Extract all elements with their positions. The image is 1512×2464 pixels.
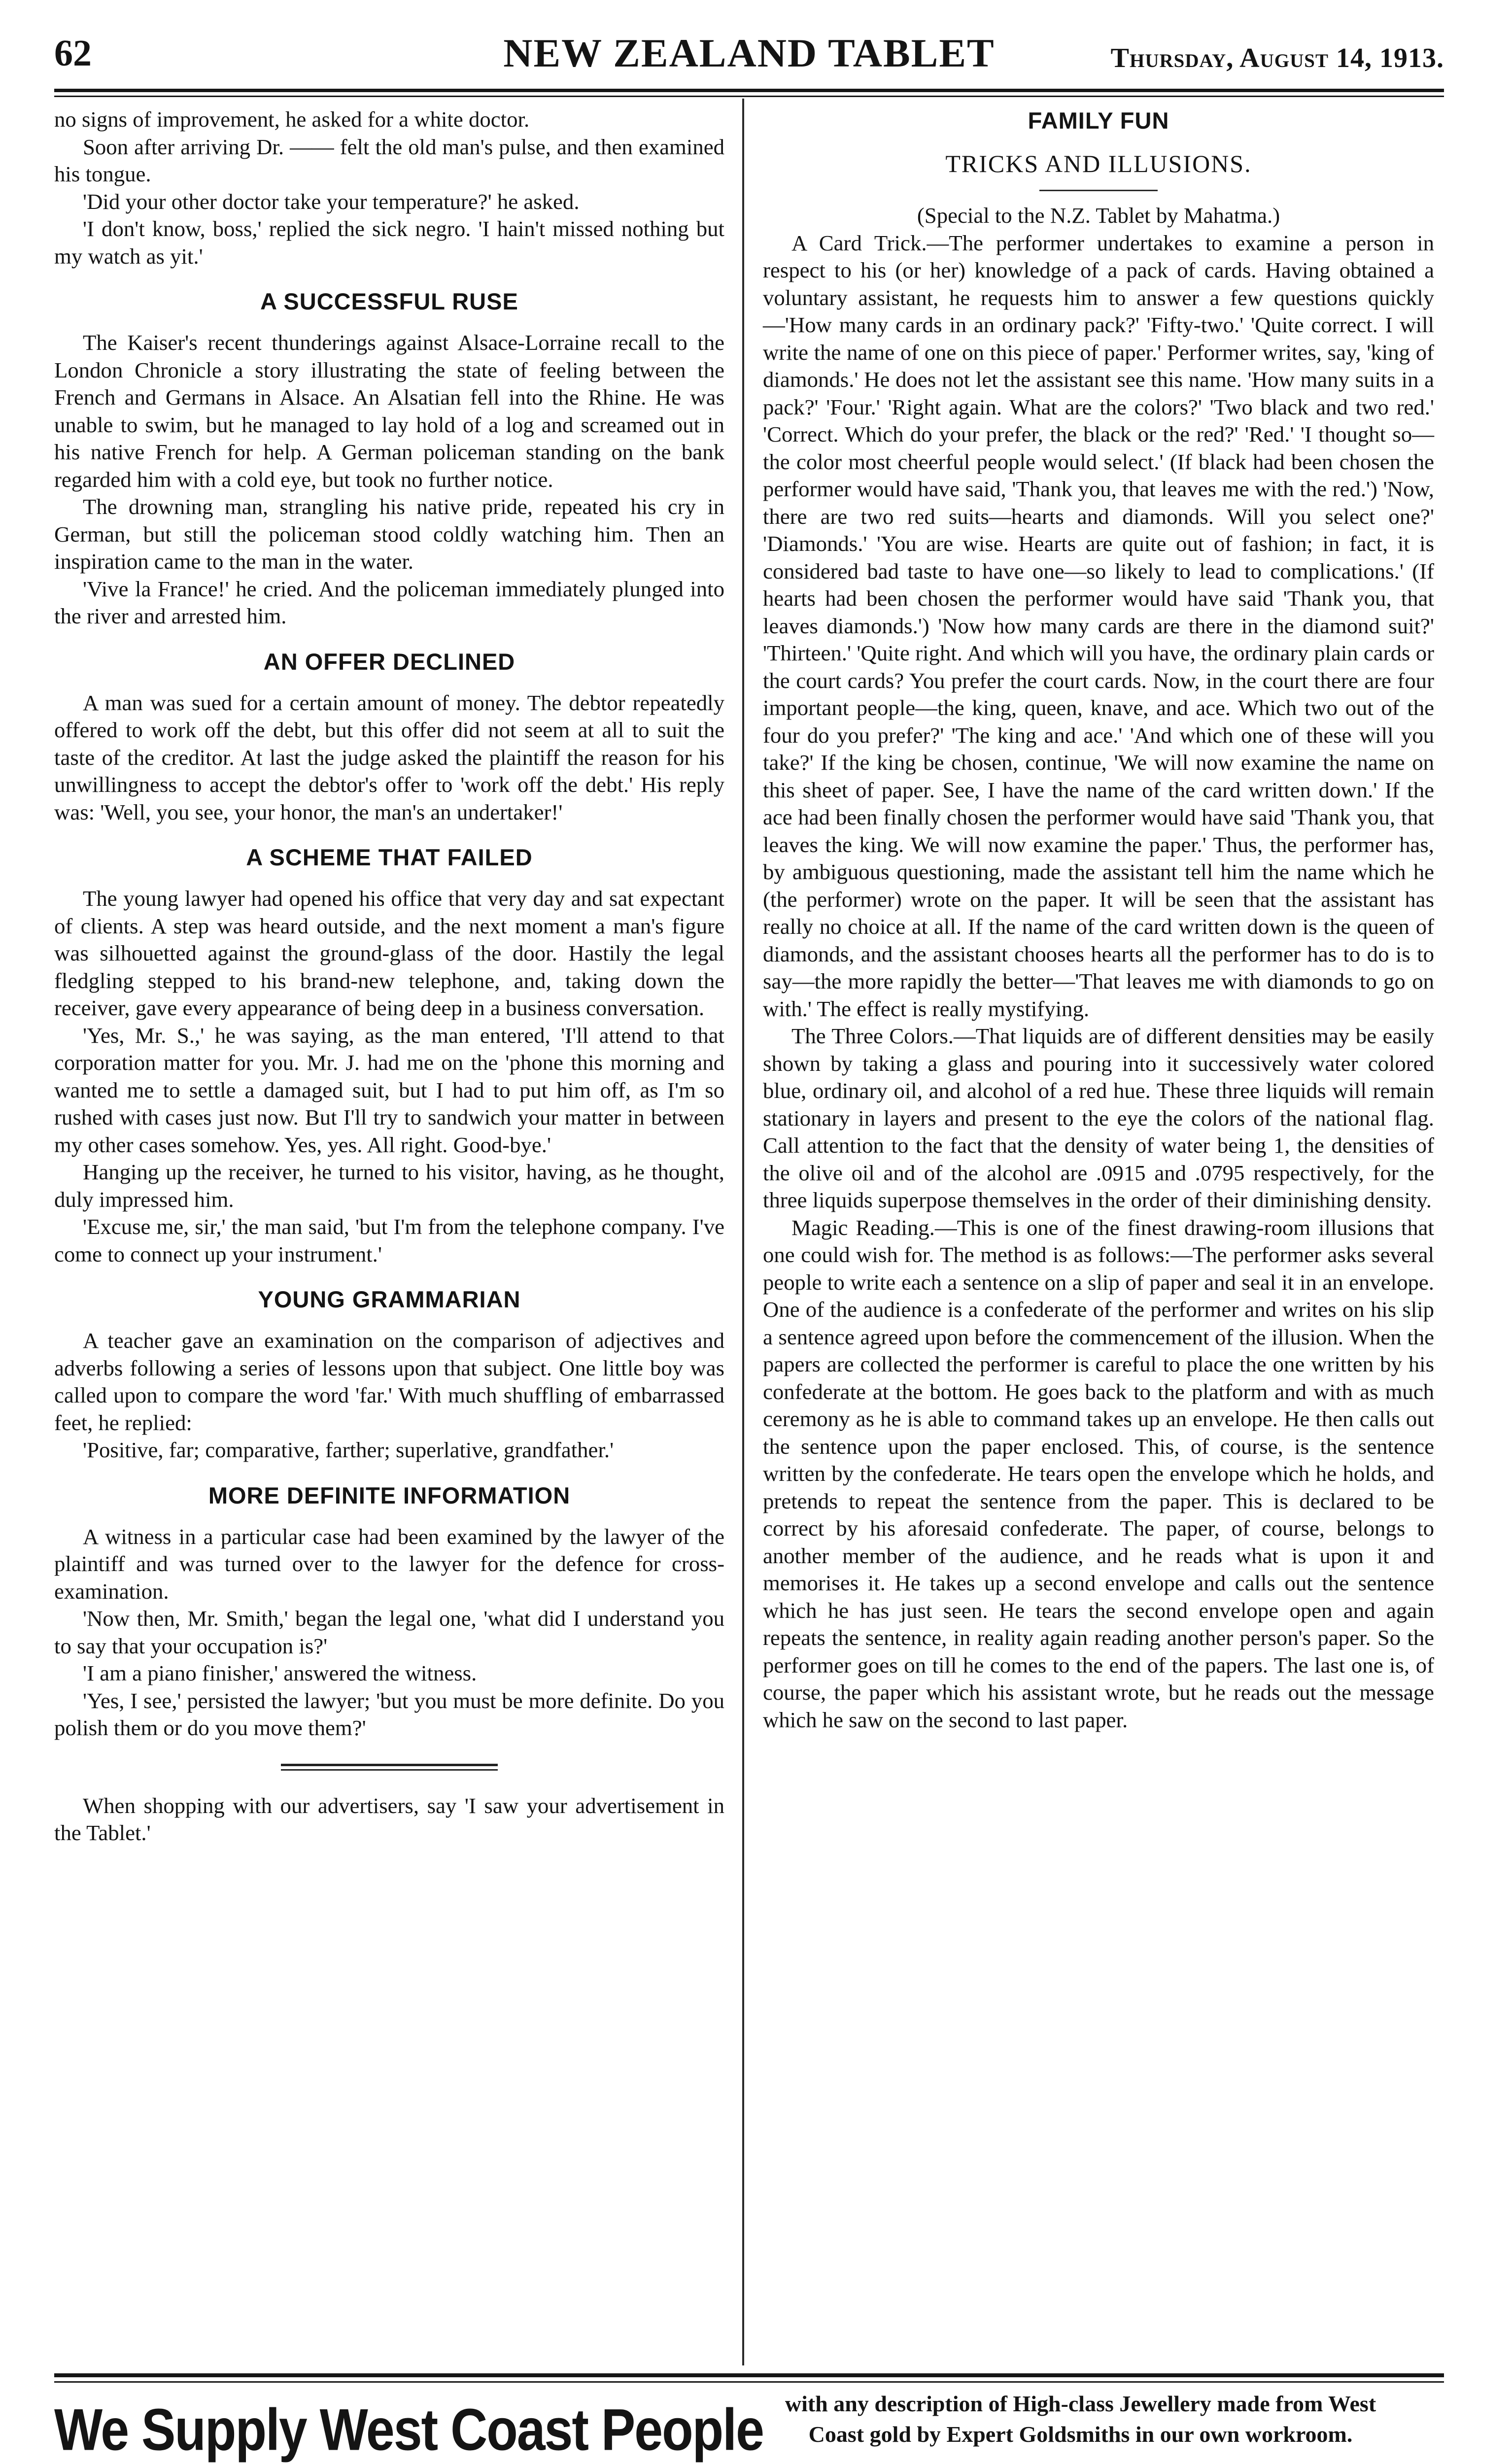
advert-description <box>717 2389 1444 2450</box>
page-number: 62 <box>54 33 92 74</box>
issue-date: Thursday, August 14, 1913. <box>1110 43 1444 73</box>
section-subheading: TRICKS AND ILLUSIONS. <box>945 150 1252 177</box>
advert-rule <box>54 2373 1444 2377</box>
article-paragraph: The drowning man, strangling his native pride, repeated his cry in German, but still the policeman stood coldly watching him. Then an inspiration came to the man in the water. <box>54 494 724 574</box>
article-heading-offer-declined: AN OFFER DECLINED <box>263 648 515 675</box>
masthead <box>54 29 1444 83</box>
article-paragraph: 'Yes, Mr. S.,' he was saying, as the man entered, 'I'll attend to that corporation matter for you. Mr. J. had me on the 'phone this morning and wanted me to settle a damaged suit, but I had to put him off, as I'm so rushed with cases just now. But I'll try to sandwich your matter in between my other cases somehow. Yes, yes. All right. Good-bye.' <box>54 1023 724 1157</box>
publication-title: NEW ZEALAND TABLET <box>503 31 995 75</box>
advert-rule-thin <box>54 2381 1444 2383</box>
article-heading-more-definite: MORE DEFINITE INFORMATION <box>208 1482 571 1508</box>
section-divider <box>281 1764 498 1771</box>
intro-paragraph: no signs of improvement, he asked for a white doctor. <box>54 107 530 132</box>
article-heading-scheme-failed: A SCHEME THAT FAILED <box>246 844 533 870</box>
article-paragraph: The Kaiser's recent thunderings against Alsace-Lorraine recall to the London Chronicle a story illustrating the state of feeling between the French and Germans in Alsace. An Alsatian fell into the Rhine. He was unable to swim, but he managed to lay hold of a log and screamed out in his native French for help. A German policeman standing on the bank regarded him with a cold eye, but took no further notice. <box>54 330 724 492</box>
article-paragraph-three-colors: The Three Colors.—That liquids are of different densities may be easily shown by taking a glass and pouring into it successively water colored blue, ordinary oil, and alcohol of a red hue. These three liquids will remain stationary in layers and present to the eye the colors of the national flag. Call attention to the fact that the density of water being 1, the densities of the olive oil and of the alcohol are .0915 and .0795 respectively, for the three liquids superpose themselves in the order of their diminishing density. <box>763 1024 1434 1212</box>
subheading-rule <box>1039 190 1158 191</box>
advertisers-note: When shopping with our advertisers, say 'I saw your advertisement in the Tablet.' <box>54 1793 724 1845</box>
left-column <box>54 106 724 1847</box>
masthead-rule-thin <box>54 96 1444 97</box>
masthead-rule <box>54 89 1444 92</box>
article-heading-young-grammarian: YOUNG GRAMMARIAN <box>258 1286 521 1312</box>
article-paragraph: A witness in a particular case had been examined by the lawyer of the plaintiff and was turned over to the lawyer for the defence for cross-examination. <box>54 1524 724 1604</box>
column-divider <box>742 99 744 2365</box>
section-heading-family-fun: FAMILY FUN <box>1028 107 1169 134</box>
article-paragraph: 'Vive la France!' he cried. And the policeman immediately plunged into the river and arrested him. <box>54 576 724 628</box>
intro-paragraph: Soon after arriving Dr. —— felt the old man's pulse, and then examined his tongue. <box>54 134 724 186</box>
advert-description-line: with any description of High-class Jewellery made from West <box>785 2391 1376 2416</box>
article-paragraph: 'Now then, Mr. Smith,' began the legal one, 'what did I understand you to say that your occupation is?' <box>54 1606 724 1658</box>
article-paragraph: 'Yes, I see,' persisted the lawyer; 'but you must be more definite. Do you polish them or do you move them?' <box>54 1688 724 1740</box>
jeweller-advert <box>54 2388 1444 2464</box>
article-paragraph-magic-reading: Magic Reading.—This is one of the finest drawing-room illusions that one could wish for. The method is as follows:—The performer asks several people to write each a sentence on a slip of paper and seal it in an envelope. One of the audience is a confederate of the performer and writes on his slip a sentence agreed upon before the commencement of the illusion. When the papers are collected the performer is careful to place the one written by his confederate at the bottom. He goes back to the platform and with as much ceremony as he is able to command takes up an envelope. He then calls out the sentence upon the paper enclosed. This, of course, is the sentence written by the confederate. He tears open the envelope which he holds, and pretends to repeat the sentence from the paper. This is declared to be correct by his aforesaid confederate. The paper, of course, belongs to another member of the audience, and he reads what is upon it and memorises it. He takes up a second envelope and calls out the sentence which he has just seen. He tears the second envelope open and again repeats the sentence, in reality again reading another person's paper. So the performer goes on till he comes to the end of the papers. The last one is, of course, the paper which his assistant wrote, but he reads out the message which he saw on the second to last paper. <box>763 1215 1434 1732</box>
article-paragraph: A man was sued for a certain amount of money. The debtor repeatedly offered to work off the debt, but this offer did not seem at all to suit the taste of the creditor. At last the judge asked the plaintiff the reason for his unwillingness to accept the debtor's offer to 'work off the debt.' His reply was: 'Well, you see, your honor, the man's an undertaker!' <box>54 690 724 824</box>
right-column <box>763 106 1434 1734</box>
advert-description-line: Coast gold by Expert Goldsmiths in our own workroom. <box>808 2422 1353 2447</box>
byline: (Special to the N.Z. Tablet by Mahatma.) <box>917 203 1280 228</box>
intro-paragraph: 'I don't know, boss,' replied the sick negro. 'I hain't missed nothing but my watch as yit.' <box>54 216 724 269</box>
article-paragraph: Hanging up the receiver, he turned to his visitor, having, as he thought, duly impressed him. <box>54 1160 724 1212</box>
article-paragraph: 'Positive, far; comparative, farther; superlative, grandfather.' <box>83 1437 614 1462</box>
article-paragraph: 'Excuse me, sir,' the man said, 'but I'm from the telephone company. I've come to connect up your instrument.' <box>54 1214 724 1266</box>
intro-paragraph: 'Did your other doctor take your temperature?' he asked. <box>83 189 580 214</box>
article-paragraph: 'I am a piano finisher,' answered the witness. <box>83 1661 477 1685</box>
article-paragraph-card-trick: A Card Trick.—The performer undertakes to examine a person in respect to his (or her) knowledge of a pack of cards. Having obtained a voluntary assistant, he requests him to answer a few questions quickly —'How many cards in an ordinary pack?' 'Fifty-two.' 'Quite correct. I will write the name of one on this piece of paper.' Performer writes, say, 'king of diamonds.' He does not let the assistant see this name. 'How many suits in a pack?' 'Four.' 'Right again. What are the colors?' 'Two black and two red.' 'Correct. Which do your prefer, the black or the red?' 'Red.' 'I thought so—the color most cheerful people would select.' (If black had been chosen the performer would have said, 'Thank you, that leaves me with the red.') 'Now, there are two red suits—hearts and diamonds. Will you select one?' 'Diamonds.' 'You are wise. Hearts are quite out of fashion; in fact, it is considered bad taste to have one—so likely to lead to complications.' (If hearts had been chosen the performer would have said 'Thank you, that leaves diamonds.') 'Now how many cards are there in the diamond suit?' 'Thirteen.' 'Quite right. And which will you have, the ordinary plain cards or the court cards? You prefer the court cards. Now, in the court there are four important people—the king, queen, knave, and ace. Which two out of the four do you prefer?' 'The king and ace.' 'And which one of these will you take?' If the king be chosen, continue, 'We will now examine the name on this sheet of paper. See, I have the name of the card written down.' If the ace had been finally chosen the performer would have said 'Thank you, that leaves the king. We will now examine the paper.' Thus, the performer has, by ambiguous questioning, made the assistant tell him the name which he (the performer) wrote on the paper. It will be seen that the assistant has really no choice at all. If the name of the card written down is the queen of diamonds, and the assistant chooses hearts all the performer has to do is to say—the more rapidly the better—'That leaves me with diamonds to go on with.' The effect is really mystifying. <box>763 230 1434 1021</box>
article-heading-successful-ruse: A SUCCESSFUL RUSE <box>260 288 518 314</box>
article-paragraph: The young lawyer had opened his office that very day and sat expectant of clients. A step was heard outside, and the next moment a man's figure was silhouetted against the ground-glass of the door. Hastily the legal fledgling stepped to his brand-new telephone, and, taking down the receiver, gave every appearance of being deep in a business conversation. <box>54 886 724 1020</box>
advert-headline: We Supply West Coast People <box>54 2397 763 2463</box>
article-paragraph: A teacher gave an examination on the comparison of adjectives and adverbs following a series of lessons upon that subject. One little boy was called upon to compare the word 'far.' With much shuffling of embarrassed feet, he replied: <box>54 1328 724 1435</box>
